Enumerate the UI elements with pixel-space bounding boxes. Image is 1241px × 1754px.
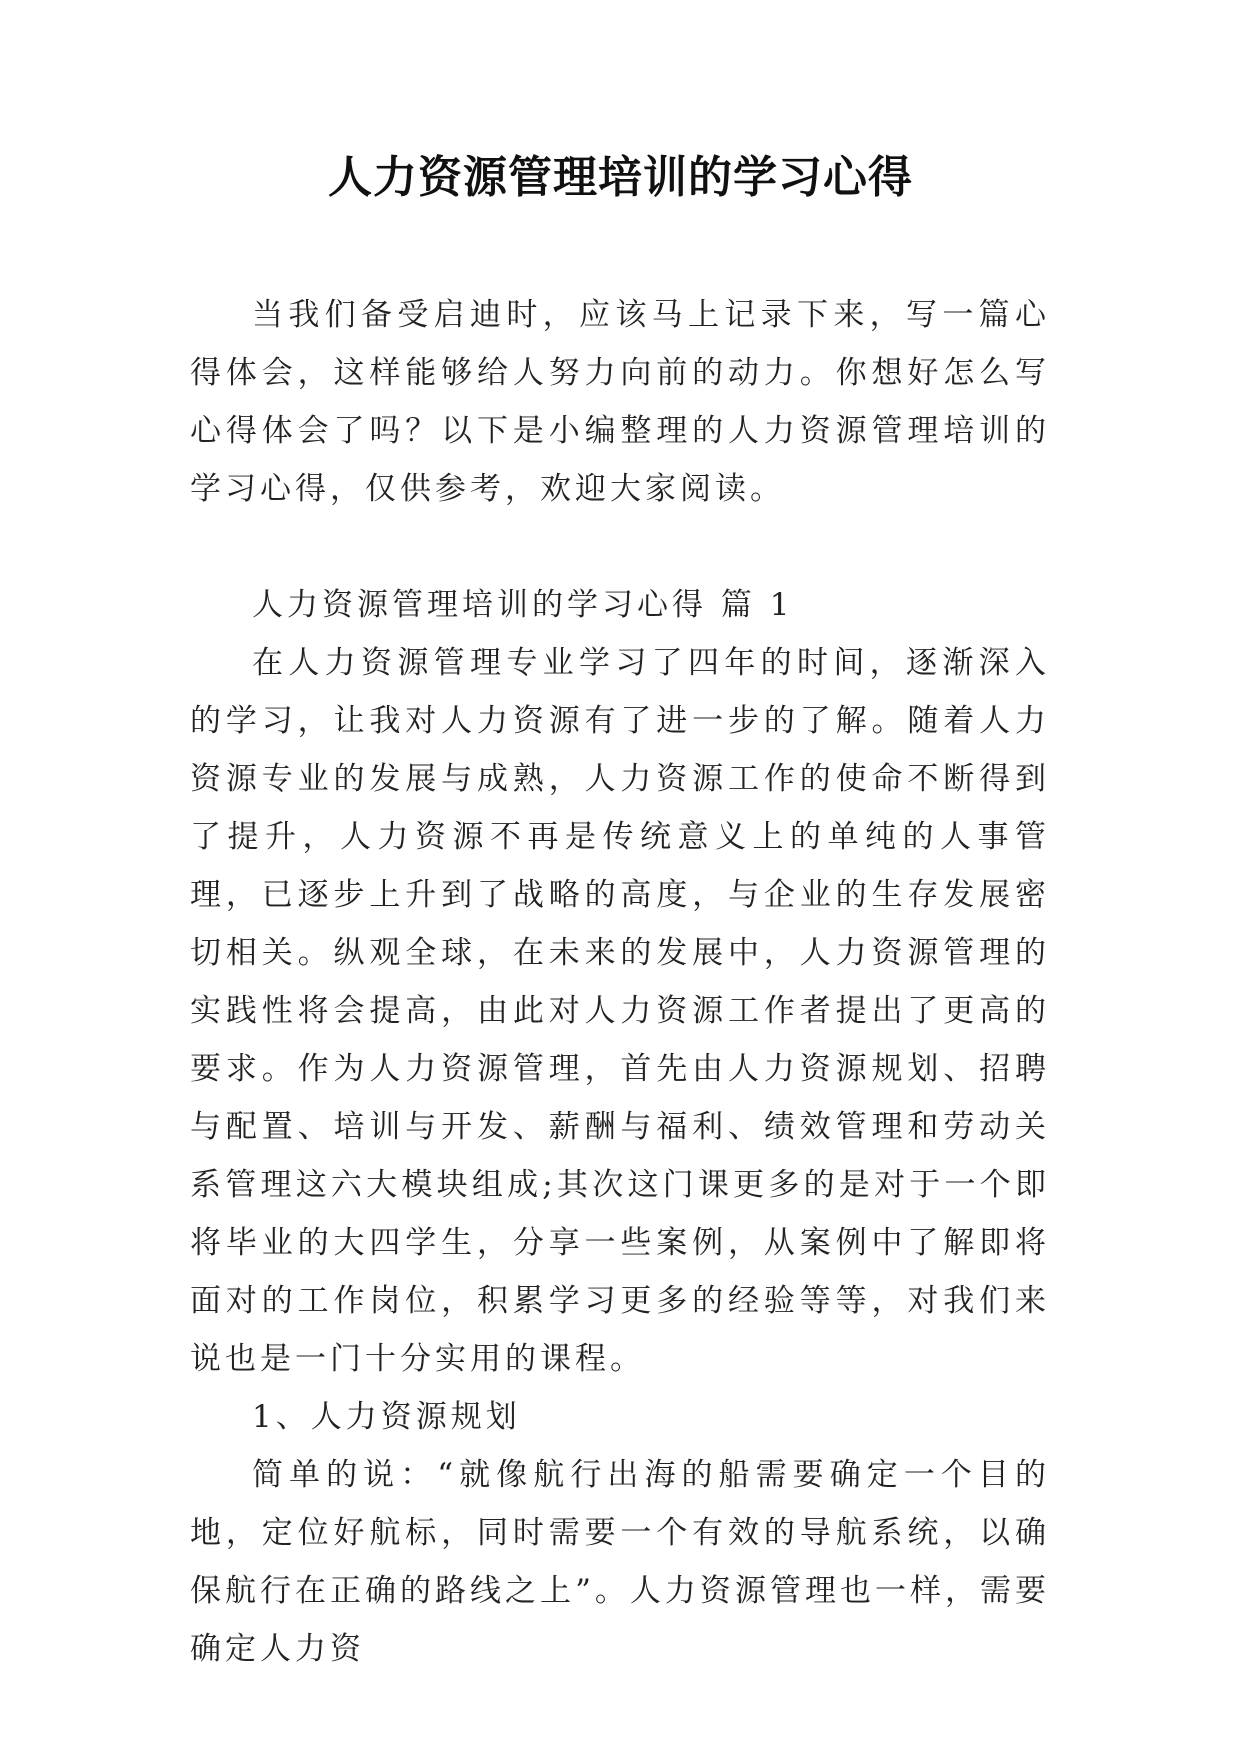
body-paragraph: 简单的说：“就像航行出海的船需要确定一个目的地，定位好航标，同时需要一个有效的导航系统，以确保航行在正确的路线之上”。人力资源管理也一样，需要确定人力资 <box>190 1457 1050 1667</box>
intro-paragraph: 当我们备受启迪时，应该马上记录下来，写一篇心得体会，这样能够给人努力向前的动力。你想好怎么写心得体会了吗？以下是小编整理的人力资源管理培训的学习心得，仅供参考，欢迎大家阅读。 <box>190 297 1050 507</box>
document-body <box>190 286 1050 1678</box>
document-title: 人力资源管理培训的学习心得 <box>328 152 913 203</box>
section-heading: 人力资源管理培训的学习心得 篇 1 <box>252 587 794 623</box>
subsection-heading: 1、人力资源规划 <box>252 1399 521 1435</box>
body-paragraph: 在人力资源管理专业学习了四年的时间，逐渐深入的学习，让我对人力资源有了进一步的了解。随着人力资源专业的发展与成熟，人力资源工作的使命不断得到了提升，人力资源不再是传统意义上的单纯的人事管理，已逐步上升到了战略的高度，与企业的生存发展密切相关。纵观全球，在未来的发展中，人力资源管理的实践性将会提高，由此对人力资源工作者提出了更高的要求。作为人力资源管理，首先由人力资源规划、招聘与配置、培训与开发、薪酬与福利、绩效管理和劳动关系管理这六大模块组成;其次这门课更多的是对于一个即将毕业的大四学生，分享一些案例，从案例中了解即将面对的工作岗位，积累学习更多的经验等等，对我们来说也是一门十分实用的课程。 <box>190 645 1050 1377</box>
